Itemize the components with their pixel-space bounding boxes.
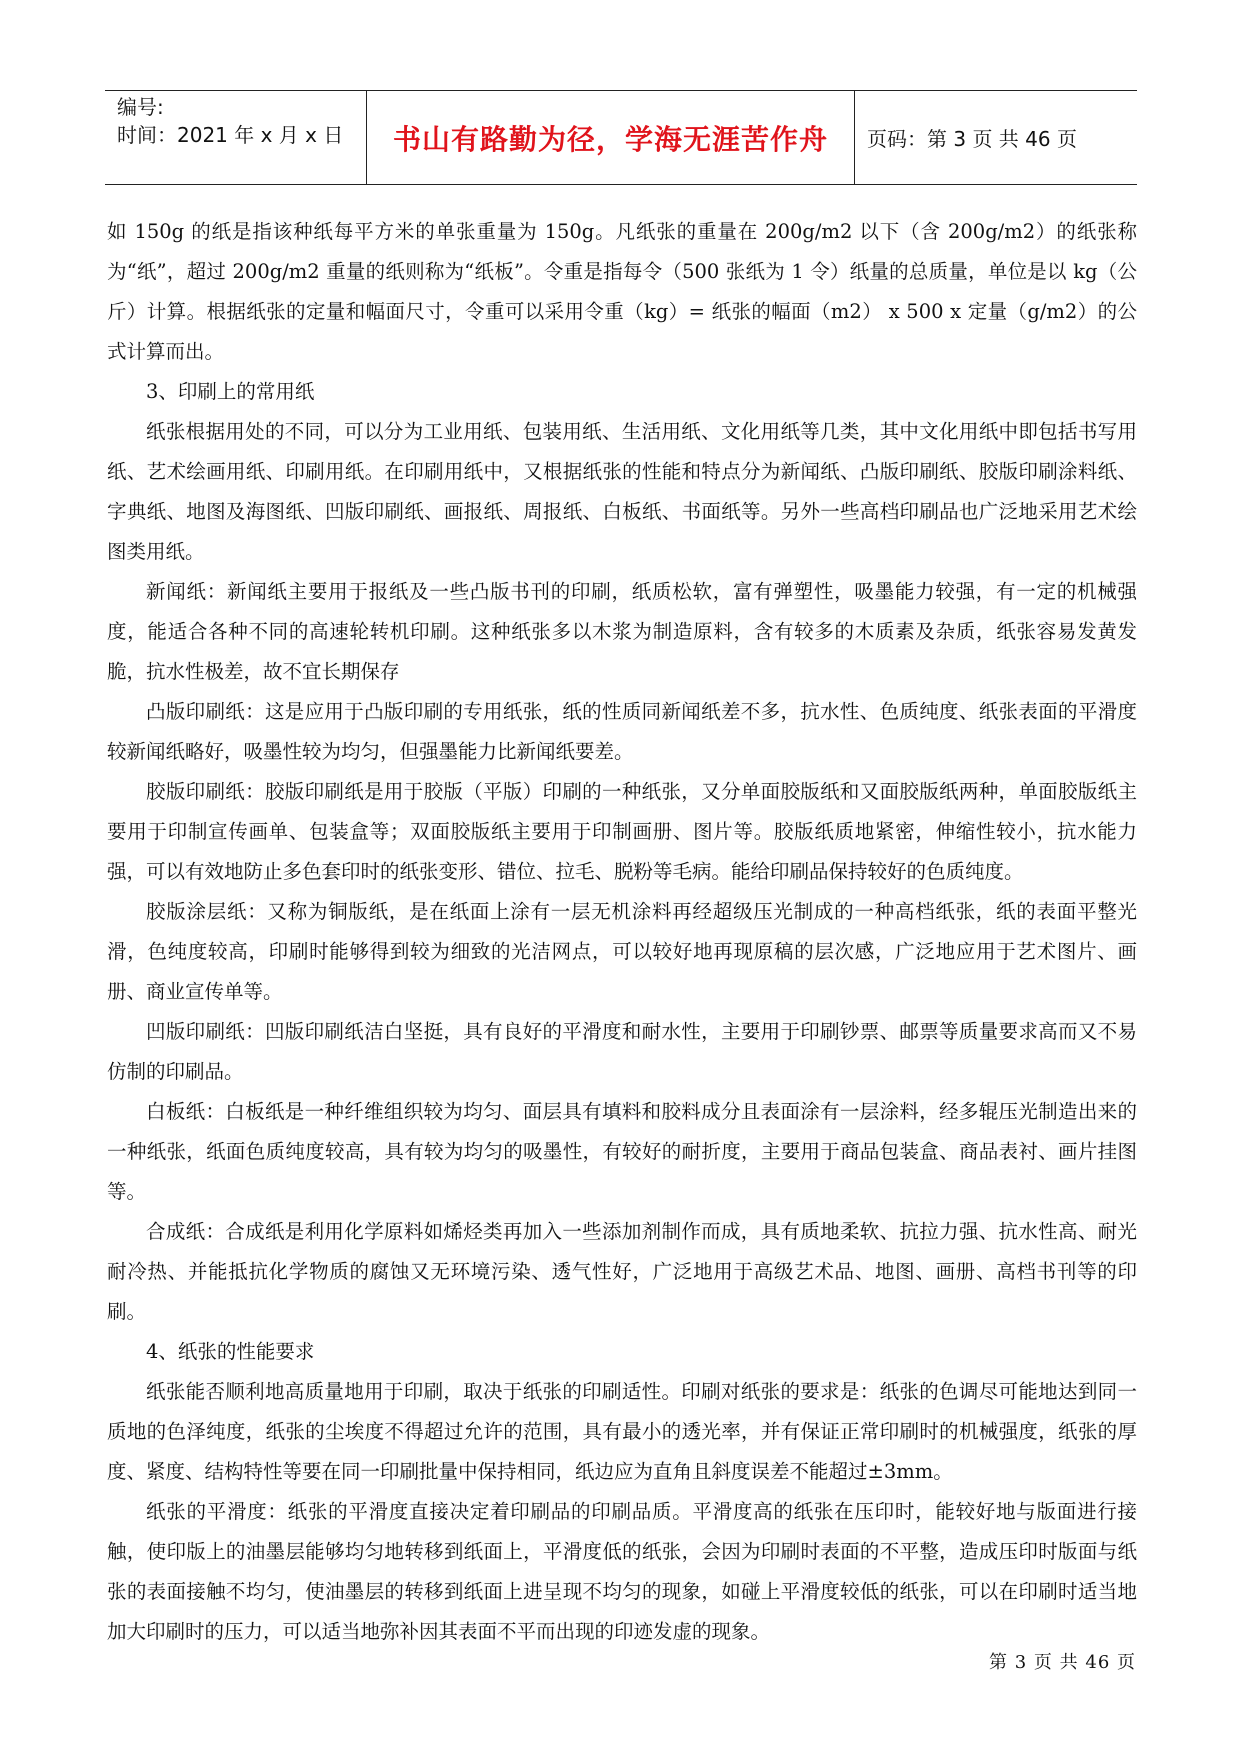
body-paragraph: 胶版涂层纸：又称为铜版纸，是在纸面上涂有一层无机涂料再经超级压光制成的一种高档纸张，纸的表面平整光滑，色纯度较高，印刷时能够得到较为细致的光洁网点，可以较好地再现原稿的层次感，广泛地应用于艺术图片、画册、商业宣传单等。: [107, 900, 1137, 1003]
body-paragraph: 合成纸：合成纸是利用化学原料如烯烃类再加入一些添加剂制作而成，具有质地柔软、抗拉力强、抗水性高、耐光耐冷热、并能抵抗化学物质的腐蚀又无环境污染、透气性好，广泛地用于高级艺术品、地图、画册、高档书刊等的印刷。: [107, 1220, 1137, 1323]
document-number-label: 编号:: [117, 95, 164, 119]
body-paragraph: 新闻纸：新闻纸主要用于报纸及一些凸版书刊的印刷，纸质松软，富有弹塑性，吸墨能力较强，有一定的机械强度，能适合各种不同的高速轮转机印刷。这种纸张多以木浆为制造原料，含有较多的木质素及杂质，纸张容易发黄发脆，抗水性极差，故不宜长期保存: [107, 580, 1137, 683]
section-heading: 4、纸张的性能要求: [146, 1340, 315, 1363]
body-paragraph: 纸张能否顺利地高质量地用于印刷，取决于纸张的印刷适性。印刷对纸张的要求是：纸张的色调尽可能地达到同一质地的色泽纯度，纸张的尘埃度不得超过允许的范围，具有最小的透光率，并有保证正常印刷时的机械强度，纸张的厚度、紧度、结构特性等要在同一印刷批量中保持相同，纸边应为直角且斜度误差不能超过±3mm。: [107, 1380, 1137, 1483]
body-paragraph: 凸版印刷纸：这是应用于凸版印刷的专用纸张，纸的性质同新闻纸差不多，抗水性、色质纯度、纸张表面的平滑度较新闻纸略好，吸墨性较为均匀，但强墨能力比新闻纸要差。: [107, 700, 1137, 763]
header-motto-cell: [367, 91, 855, 184]
body-paragraph: 纸张的平滑度：纸张的平滑度直接决定着印刷品的印刷品质。平滑度高的纸张在压印时，能较好地与版面进行接触，使印版上的油墨层能够均匀地转移到纸面上，平滑度低的纸张，会因为印刷时表面的不平整，造成压印时版面与纸张的表面接触不均匀，使油墨层的转移到纸面上进呈现不均匀的现象，如碰上平滑度较低的纸张，可以在印刷时适当地加大印刷时的压力，可以适当地弥补因其表面不平而出现的印迹发虚的现象。: [107, 1500, 1137, 1643]
header-page-cell: [855, 91, 1137, 184]
document-body: [107, 212, 1137, 1652]
body-paragraph: 纸张根据用处的不同，可以分为工业用纸、包装用纸、生活用纸、文化用纸等几类，其中文化用纸中即包括书写用纸、艺术绘画用纸、印刷用纸。在印刷用纸中，又根据纸张的性能和特点分为新闻纸、凸版印刷纸、胶版印刷涂料纸、字典纸、地图及海图纸、凹版印刷纸、画报纸、周报纸、白板纸、书面纸等。另外一些高档印刷品也广泛地采用艺术绘图类用纸。: [107, 420, 1137, 563]
body-paragraph: 白板纸：白板纸是一种纤维组织较为均匀、面层具有填料和胶料成分且表面涂有一层涂料，经多辊压光制造出来的一种纸张，纸面色质纯度较高，具有较为均匀的吸墨性，有较好的耐折度，主要用于商品包装盒、商品表衬、画片挂图等。: [107, 1100, 1137, 1203]
body-paragraph: 凹版印刷纸：凹版印刷纸洁白坚挺，具有良好的平滑度和耐水性，主要用于印刷钞票、邮票等质量要求高而又不易仿制的印刷品。: [107, 1020, 1137, 1083]
section-heading: 3、印刷上的常用纸: [146, 380, 315, 403]
header-meta: [105, 91, 367, 184]
page-header: [105, 90, 1137, 185]
header-motto: 书山有路勤为径，学海无涯苦作舟: [392, 122, 828, 156]
body-paragraph: 如 150g 的纸是指该种纸每平方米的单张重量为 150g。凡纸张的重量在 200g/m2 以下（含 200g/m2）的纸张称为“纸”，超过 200g/m2 重量的纸则称为“纸板”。令重是指每令（500 张纸为 1 令）纸量的总质量，单位是以 kg（公斤）计算。根据纸张的定量和幅面尺寸，令重可以采用令重（kg）= 纸张的幅面（m2） x 500 x 定量（g/m2）的公式计算而出。: [107, 220, 1137, 363]
header-page-label: 页码：第 3 页 共 46 页: [867, 127, 1077, 151]
document-time-label: 时间：2021 年 x 月 x 日: [117, 123, 344, 147]
body-paragraph: 胶版印刷纸：胶版印刷纸是用于胶版（平版）印刷的一种纸张，又分单面胶版纸和又面胶版纸两种，单面胶版纸主要用于印制宣传画单、包装盒等；双面胶版纸主要用于印制画册、图片等。胶版纸质地紧密，伸缩性较小，抗水能力强，可以有效地防止多色套印时的纸张变形、错位、拉毛、脱粉等毛病。能给印刷品保持较好的色质纯度。: [107, 780, 1137, 883]
page-footer: 第 3 页 共 46 页: [989, 1652, 1136, 1673]
